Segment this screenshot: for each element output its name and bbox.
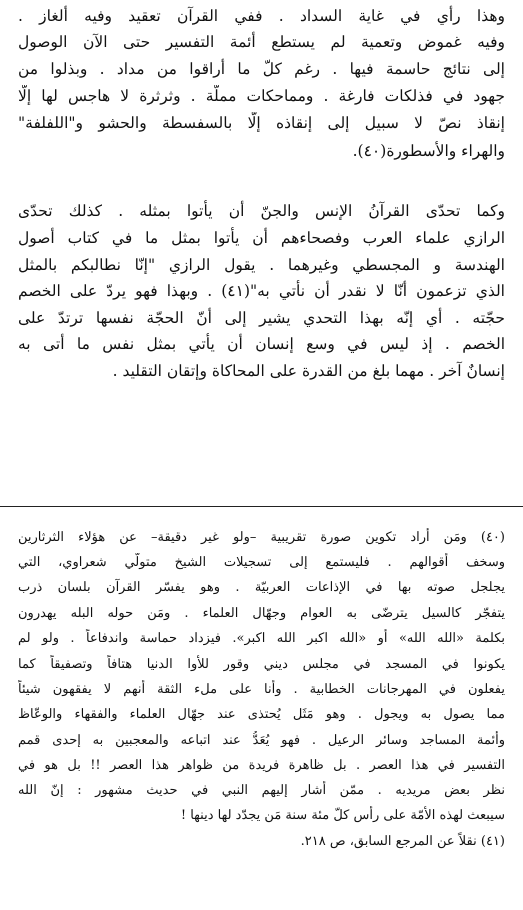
- footnote-line: يجلجل صوته بها في الإذاعات العربيّة . وهو يفسّر القرآن بلسان ذرب: [18, 580, 505, 595]
- body-line: إنقاذ نصّ لا سبيل إلى إنقاذه إلّا بالسفسطة والحشو و"اللفلفة": [18, 114, 505, 132]
- body-line: وفيه غموض وتعمية لم يستطع أئمة التفسير حتى الآن الوصول: [18, 33, 505, 51]
- footnote-41: (٤١) نقلاً عن المرجع السابق، ص ٢١٨.: [300, 834, 505, 849]
- body-line: جهود في فذلكات فارغة . ومماحكات مملّة . وثرثرة لا هاجس لها إلّا: [18, 87, 505, 105]
- body-line: الرازي علماء العرب وفصحاءهم أن يأتوا بمثل ما في كتاب أصول: [18, 229, 505, 247]
- body-line: الذي تزعمون أنّا لا نقدر أن نأتي به"(٤١) . وبهذا فهو يردّ على الخصم: [18, 282, 505, 300]
- body-line: الهندسة و المجسطي وغيرهما . يقول الرازي "إنّا نطالبكم بالمثل: [18, 256, 505, 274]
- body-line: وكما تحدّى القرآنُ الإنس والجنّ أن يأتوا بمثله . كذلك تحدّى: [18, 202, 505, 220]
- footnote-line: مما يصول به ويجول . وهو مَثَل يُحتذى عند جهّال العلماء والفقهاء والوعّاظ: [18, 707, 505, 722]
- body-line: إلى نتائج حاسمة فيها . رغم كلّ ما أراقوا من مداد . وبذلوا من: [18, 60, 505, 78]
- body-line: إنسانٌ آخر . مهما بلغ من القدرة على المحاكاة وإتقان التقليد .: [112, 362, 505, 380]
- footnote-line: بكلمة «الله الله» أو «الله اكبر الله اكبر». فيزداد حماسة واندفاعاً . ولو لم: [18, 631, 505, 646]
- body-line: الخصم . إذ ليس في وسع إنسان أن يأتي بمثل نفس ما أتى به: [18, 335, 505, 353]
- body-line: والهراء والأسطورة(٤٠).: [352, 142, 505, 160]
- footnote-line: يفعلون في المهرجانات الخطابية . وأنا على ملء الثقة أنهم لا يفقهون شيئاً: [18, 682, 505, 697]
- footnote-line: يتفجّر كالسيل يترضّى به العوام وجهّال العلماء . ومَن حوله البله يهدرون: [18, 606, 505, 621]
- body-line: حجّته . أي إنّه بهذا التحدي يشير إلى أنّ الحجّة نفسها ترتدّ على: [18, 309, 505, 327]
- footnote-line: وسخف أقوالهم . فليستمع إلى تسجيلات الشيخ متولّي شعراوي، التي: [18, 555, 505, 570]
- footnote-line: سيبعث لهذه الأمّة على رأس كلّ مئة سنة مَن يجدّد لها دينها !: [180, 808, 505, 823]
- footnote-line: يكونوا في المسجد في مجلس ديني وقور للأوا الدنيا هتافاً وتصفيقاً كما: [18, 657, 505, 672]
- footnote-line: نظر بعض مريديه . ممّن أشار إليهم النبي في حديث مشهور : إنّ الله: [18, 783, 505, 798]
- footnote-line: التفسير في هذا العصر . بل ظاهرة فريدة من ظواهر هذا العصر !! بل هو في: [18, 758, 505, 773]
- footnote-line: (٤٠) ومَن أراد تكوين صورة تقريبية –ولو غير دقيقة– عن هؤلاء الثرثارين: [18, 530, 505, 545]
- body-line: وهذا رأي في غاية السداد . ففي القرآن تعقيد وفيه ألغاز .: [18, 7, 505, 25]
- footnote-line: وأئمة المساجد وسائر الرعيل . فهو يُعَدُّ عند اتباعه والمعجبين به إحدى قمم: [18, 733, 505, 748]
- footnote-separator: [0, 506, 523, 507]
